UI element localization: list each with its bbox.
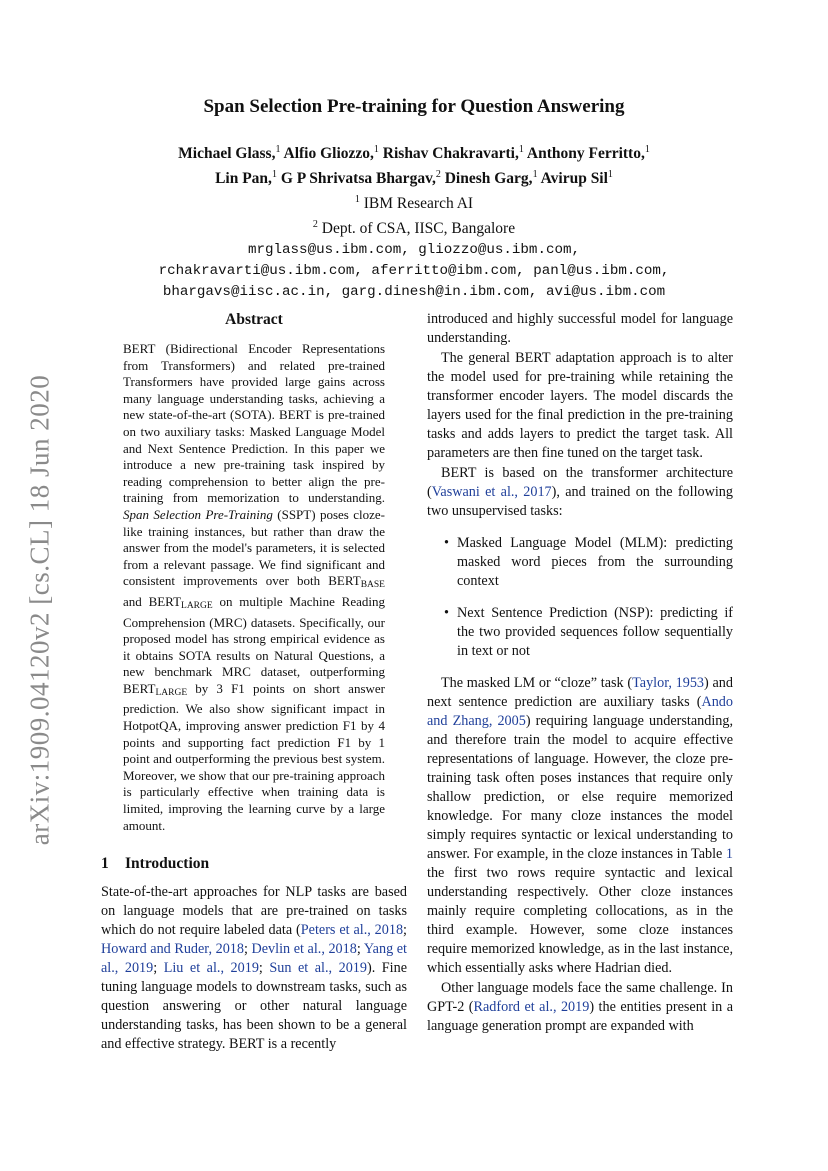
author-affiliation-mark: 1 [607,169,613,181]
left-column [101,310,407,1054]
paper-title: Span Selection Pre-training for Question Answering [203,96,625,117]
paragraph-text: The masked LM or “cloze” task ( [441,675,633,691]
bullet-icon: • [444,535,449,551]
author-affiliation-mark: 1 [532,169,538,181]
citation-link[interactable]: Howard and Ruder, 2018 [101,941,244,958]
author-name: Alfio Gliozzo, [283,145,374,163]
citation-link[interactable]: Ando and Zhang, 2005 [427,694,733,729]
section-title: Introduction [125,855,210,873]
arxiv-stamp-text: arXiv:1909.04120v2 [cs.CL] 18 Jun 2020 [24,374,55,846]
citation-link[interactable]: Taylor, 1953 [632,675,705,691]
citation-separator: ; [403,922,407,939]
abstract-heading: Abstract [225,311,283,328]
affiliation-name: IBM Research AI [363,195,474,213]
affiliation-1 [0,189,828,214]
citation-link[interactable]: Sun et al., 2019 [269,960,367,977]
affiliation-mark: 2 [312,219,318,231]
abstract-text-part: on multiple Machine Reading Comprehension (MRC) datasets. Specifically, our proposed model has strong empirical evidence as it obtains SOTA results on Natural Questions, a new benchmark MRC dataset, outperforming BERT [123,593,385,696]
abstract-text-part: by 3 F1 points on short answer prediction. We also show significant impact in HotpotQA, improving answer prediction F1 by 4 points and supporting fact prediction F1 by 1 point and outperforming the previous best system. Moreover, we show that our pre-training approach is particularly effective when training data is limited, improving the learning curve by a large amount. [123,680,385,833]
affiliation-2 [0,214,828,239]
body-paragraph [427,674,733,978]
table-reference-link[interactable]: 1 [725,846,733,862]
body-paragraph: The general BERT adaptation approach is to alter the model used for pre-training while retaining the transformer encoder layers. The model discards the layers used for the final prediction in the pre-training tasks and adds layers to predict the target task. All parameters are then fine tuned on the target task. [427,350,733,461]
author-name: Michael Glass, [178,145,276,163]
list-item-text: Next Sentence Prediction (NSP): predicting if the two provided sequences follow sequentially in text or not [457,605,733,659]
citation-link[interactable]: Vaswani et al., 2017 [431,484,552,500]
paragraph-text: ) and next sentence prediction are auxiliary tasks ( [427,675,733,710]
abstract-text-part: and BERT [123,593,182,609]
paragraph-text: BERT is based on the transformer architecture ( [427,465,733,500]
citation-separator: ; [356,941,364,958]
section-heading-introduction [101,854,407,873]
author-affiliation-mark: 1 [518,144,524,155]
paragraph-text: ) requiring language understanding, and therefore train the model to acquire effective representations of language. However, the cloze pre-training task often poses instances that require only shallow prediction, or else require memorized knowledge. For many cloze instances the model simply requires syntactic or lexical understanding to answer. For example, in the cloze instances in Table [427,713,733,862]
abstract-italic-term: Span Selection Pre-Training [123,506,273,522]
author-affiliation-mark: 1 [644,144,650,155]
abstract-text [123,341,385,834]
citation-separator: ; [258,960,270,977]
author-name: G P Shrivatsa Bhargav, [280,170,436,188]
paragraph-text: the first two rows require syntactic and lexical understanding respectively. Other cloze instances mainly require completing collocations, as in the third example. However, some cloze instances require memorized knowledge, as in the last instance, which essentially asks where Hadrian died. [427,865,733,976]
list-item [427,604,733,661]
intro-paragraph [101,883,407,1054]
subscript-large: LARGE [181,600,213,611]
citation-link[interactable]: Liu et al., 2019 [163,960,259,977]
citation-separator: ; [243,941,252,958]
bullet-list [427,534,733,661]
subscript-large: LARGE [155,687,188,698]
paragraph-text: ). Fine tuning language models to downstream tasks, such as question answering or other natural language understanding tasks, has been shown to be a general and effective strategy. BERT is a recently [101,960,407,1053]
author-block [0,139,828,303]
author-line-1 [0,139,828,164]
bullet-icon: • [444,605,449,621]
author-affiliation-mark: 1 [271,169,277,181]
citation-link[interactable]: Devlin et al., 2018 [251,941,357,958]
email-line: rchakravarti@us.ibm.com, aferritto@ibm.com, panl@us.ibm.com, [158,262,670,279]
author-line-2 [0,164,828,189]
abstract-text-part: BERT (Bidirectional Encoder Representations from Transformers) and related pre-trained Transformers have provided large gains across many language understanding tasks, achieving a new state-of-the-art (SOTA). BERT is pre-trained on two auxiliary tasks: Masked Language Model and Next Sentence Prediction. In this paper we introduce a new pre-training task inspired by reading comprehension to better align the pre-training from memorization to understanding. [123,341,385,506]
citation-link[interactable]: Peters et al., 2018 [300,922,404,939]
email-line: bhargavs@iisc.ac.in, garg.dinesh@in.ibm.com, avi@us.ibm.com [162,283,666,300]
paragraph-text: ) the entities present in a language generation prompt are expanded with [427,999,733,1034]
author-name: Dinesh Garg, [444,170,533,188]
list-item-text: Masked Language Model (MLM): predicting masked word pieces from the surrounding context [457,535,733,589]
body-paragraph [427,464,733,521]
section-number: 1 [101,855,109,873]
paragraph-text: Other language models face the same challenge. In GPT-2 ( [427,980,733,1015]
citation-link[interactable]: Radford et al., 2019 [473,999,590,1015]
paragraph-text: State-of-the-art approaches for NLP tasks are based on language models that are pre-trained on tasks which do not require labeled data ( [101,884,407,939]
body-paragraph [427,979,733,1036]
author-affiliation-mark: 1 [373,144,379,155]
author-affiliation-mark: 1 [275,144,281,155]
abstract-text-part: (SSPT) poses cloze-like training instances, but rather than draw the answer from the model's parameters, it is selected from a relevant passage. We find significant and consistent improvements over both BERT [123,506,385,589]
author-name: Rishav Chakravarti, [382,145,519,163]
email-line: mrglass@us.ibm.com, gliozzo@us.ibm.com, [247,241,581,258]
arxiv-identifier-stamp [20,370,60,850]
affiliation-name: Dept. of CSA, IISC, Bangalore [321,220,516,238]
affiliation-mark: 1 [354,194,360,206]
continued-paragraph: introduced and highly successful model for language understanding. [427,311,733,346]
citation-link[interactable]: Yang et al., 2019 [101,941,407,977]
paragraph-text: ), and trained on the following two unsupervised tasks: [427,484,733,519]
subscript-base: BASE [360,580,385,591]
author-name: Anthony Ferritto, [526,145,645,163]
list-item [427,534,733,591]
citation-separator: ; [153,960,164,977]
author-name: Avirup Sil [540,170,608,188]
author-affiliation-mark: 2 [435,169,441,181]
author-name: Lin Pan, [215,170,272,188]
right-column [427,310,733,1036]
